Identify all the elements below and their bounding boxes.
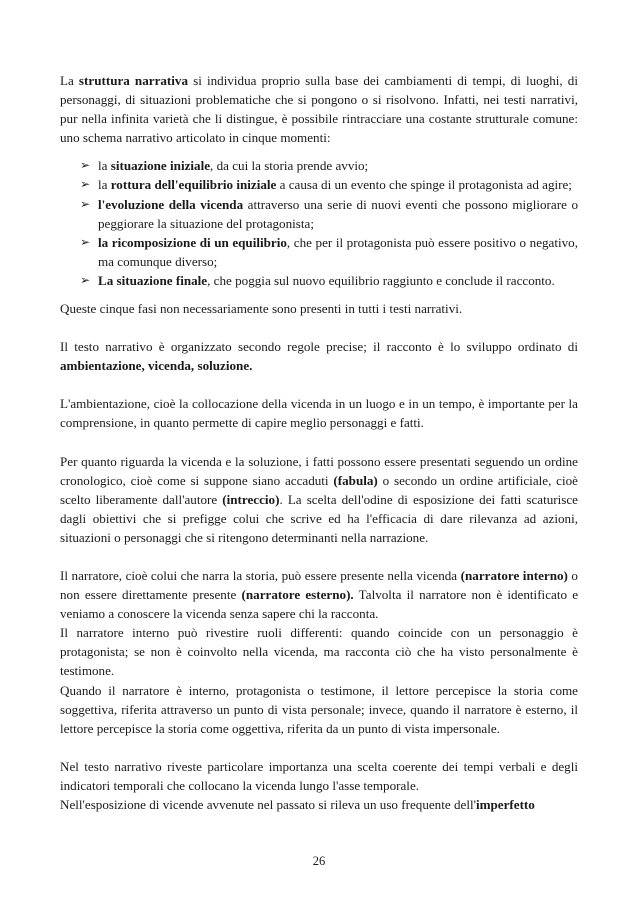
paragraph-struttura-narrativa (60, 71, 578, 147)
text-run: La (60, 73, 79, 88)
arrow-bullet-icon: ➢ (80, 158, 91, 173)
list-item (60, 233, 578, 271)
paragraph-narratore-interno: Il narratore interno può rivestire ruoli differenti: quando coincide con un personaggio è protagonista; se non è coinvolto nella vicenda, ma racconta ciò che ha visto personalmente è testimone. (60, 625, 578, 679)
paragraph-cinque-fasi: Queste cinque fasi non necessariamente sono presenti in tutti i testi narrativi. (60, 301, 463, 317)
five-moments-list (60, 156, 578, 290)
text-run: Talvolta il narratore non è identificato e veniamo a conoscere la vicenda senza sapere chi la racconta. (60, 587, 579, 622)
text-run: o secondo un ordine artificiale, cioè scelto liberamente dall'autore (60, 472, 578, 507)
text-run: Il testo narrativo è organizzato secondo regole precise; il racconto è lo sviluppo ordinato di (60, 339, 578, 355)
text-run: attraverso una serie di nuovi eventi che possono migliorare o peggiorare la situazione del protagonista; (98, 196, 578, 231)
list-item (60, 156, 578, 175)
text-run: Per quanto riguarda la vicenda e la soluzione, i fatti possono essere presentati seguendo un ordine cronologico, cioè come si suppone siano accaduti (60, 453, 578, 488)
bold-term: rottura dell'equilibrio iniziale (110, 177, 277, 193)
bold-term: (intreccio) (222, 491, 280, 507)
text-run: la (98, 158, 111, 174)
page-number: 26 (312, 854, 326, 868)
paragraph-vicenda-soluzione (60, 452, 578, 547)
list-item (60, 271, 578, 290)
bold-term: struttura narrativa (78, 73, 189, 88)
text-run: , che poggia sul nuovo equilibrio raggiunto e conclude il racconto. (207, 272, 555, 288)
arrow-bullet-icon: ➢ (80, 196, 91, 211)
paragraph-imperfetto (60, 795, 578, 814)
bold-term: La situazione finale (98, 272, 208, 288)
paragraph-testo-narrativo (60, 337, 578, 375)
text-run: Il narratore, cioè colui che narra la storia, può essere presente nella vicenda (60, 567, 461, 583)
bold-term: (fabula) (333, 472, 378, 488)
text-run: . La scelta dell'odine di esposizione dei fatti scaturisce dagli obiettivi che si prefigge colui che scrive ed ha l'efficacia di dare rilevanza ad azioni, situazioni o personaggi che si ritengono determinanti nella narrazione. (60, 491, 578, 545)
text-run: la (98, 177, 111, 193)
text-run: , da cui la storia prende avvio; (210, 158, 369, 174)
arrow-bullet-icon: ➢ (80, 272, 91, 287)
text-run: , che per il protagonista può essere positivo o negativo, ma comunque diverso; (98, 234, 579, 269)
bold-term: imperfetto (475, 797, 535, 812)
bold-term: ambientazione, vicenda, soluzione. (60, 358, 253, 374)
paragraph-ambientazione: L'ambientazione, cioè la collocazione della vicenda in un luogo e in un tempo, è importante per la comprensione, in quanto permette di capire meglio personaggi e fatti. (60, 396, 578, 431)
page-content (60, 71, 578, 814)
paragraph-tempi-verbali: Nel testo narrativo riveste particolare importanza una scelta coerente dei tempi verbali e degli indicatori temporali che collocano la vicenda lungo l'asse temporale. (60, 758, 578, 793)
text-run: si individua proprio sulla base dei cambiamenti di tempi, di luoghi, di personaggi, di situazioni problematiche che si pongono o si risolvono. Infatti, nei testi narrativi, pur nella infinita varietà che li distingue, è possibile rintracciare una costante strutturale comune: uno schema narrativo articolato in cinque momenti: (60, 73, 578, 146)
list-item (60, 175, 578, 194)
bold-term: l'evoluzione della vicenda (98, 196, 244, 212)
arrow-bullet-icon: ➢ (80, 177, 91, 192)
bold-term: la ricomposizione di un equilibrio (98, 234, 287, 250)
bold-term: (narratore esterno). (241, 587, 354, 603)
bold-term: (narratore interno) (460, 567, 568, 583)
paragraph-punto-di-vista: Quando il narratore è interno, protagonista o testimone, il lettore percepisce la storia come soggettiva, riferita attraverso un punto di vista personale; invece, quando il narratore è esterno, il lettore percepisce la storia come oggettiva, riferita da un punto di vista impersonale. (60, 682, 578, 736)
list-item (60, 195, 578, 233)
arrow-bullet-icon: ➢ (80, 234, 91, 249)
text-run: a causa di un evento che spinge il protagonista ad agire; (276, 177, 572, 193)
text-run: o non essere direttamente presente (60, 567, 578, 603)
text-run: Nell'esposizione di vicende avvenute nel passato si rileva un uso frequente dell' (60, 797, 476, 812)
paragraph-narratore (60, 566, 578, 623)
bold-term: situazione iniziale (110, 158, 211, 174)
